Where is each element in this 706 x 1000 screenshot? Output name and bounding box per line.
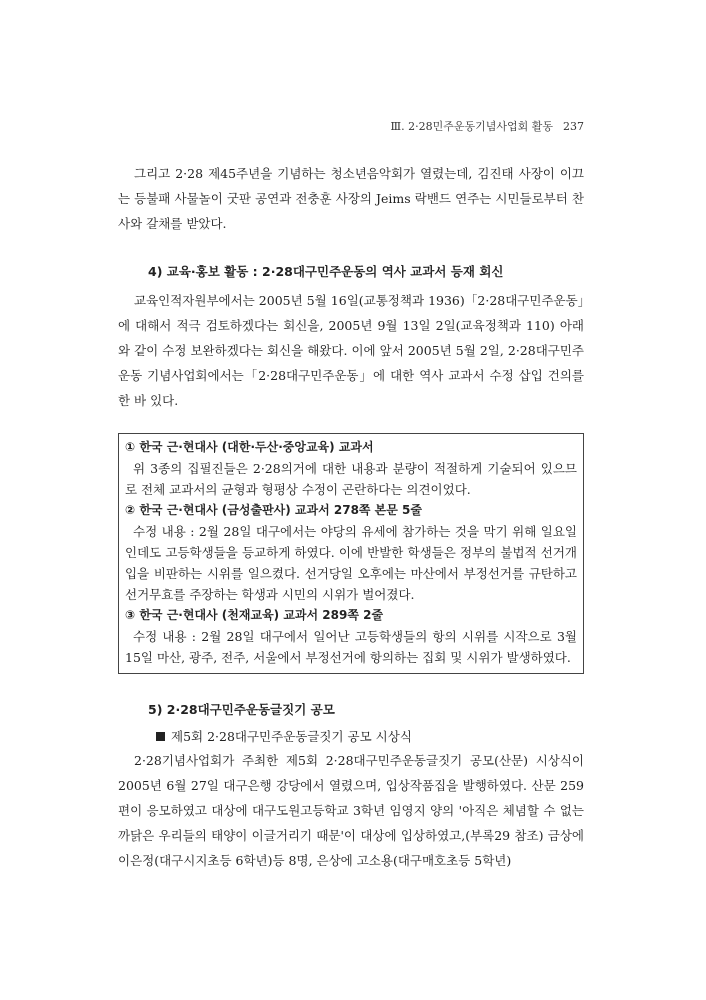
intro-paragraph: 그리고 2·28 제45주년을 기념하는 청소년음악회가 열렸는데, 김진태 사장이 이끄는 등불패 사물놀이 굿판 공연과 전충훈 사장의 Jeims 락밴드 연주는 시민들로부터 찬사와 갈채를 받았다. [118, 166, 584, 231]
box-item-title: ② 한국 근·현대사 (금성출판사) 교과서 278쪽 본문 5줄 [125, 503, 422, 517]
page-number: 237 [563, 120, 584, 133]
box-item-title: ① 한국 근·현대사 (대한·두산·중앙교육) 교과서 [125, 440, 374, 454]
running-title: Ⅲ. 2·28민주운동기념사업회 활동 [390, 120, 553, 133]
ceremony-notice-text: 제5회 2·28대구민주운동글짓기 공모 시상식 [171, 729, 412, 744]
box-item-body: 위 3종의 집필진들은 2·28의거에 대한 내용과 분량이 적절하게 기술되어 있으므로 전체 교과서의 균형과 형평상 수정이 곤란하다는 의견이었다. [125, 461, 577, 497]
ceremony-notice [118, 726, 584, 748]
square-bullet-icon [156, 732, 165, 741]
box-item-body: 수정 내용 : 2월 28일 대구에서 일어난 고등학생들의 항의 시위를 시작으로 3월 15일 마산, 광주, 전주, 서울에서 부정선거에 항의하는 집회 및 시위가 발생하였다. [125, 629, 577, 665]
box-item-title: ③ 한국 근·현대사 (천재교육) 교과서 289쪽 2줄 [125, 608, 384, 622]
textbook-revision-box [118, 433, 584, 674]
section-4-paragraph: 교육인적자원부에서는 2005년 5월 16일(교통정책과 1936)「2·28대구민주운동」에 대해서 적극 검토하겠다는 회신을, 2005년 9월 13일 2일(교육정책과 110) 아래와 같이 수정 보완하겠다는 회신을 해왔다. 이에 앞서 2005년 5월 2일, 2·28대구민주운동 기념사업회에서는「2·28대구민주운동」에 대한 역사 교과서 수정 삽입 건의를 한 바 있다. [118, 293, 584, 408]
section-5-heading: 5) 2·28대구민주운동글짓기 공모 [148, 702, 335, 717]
section-4-heading: 4) 교육·홍보 활동 : 2·28대구민주운동의 역사 교과서 등재 회신 [148, 264, 504, 279]
page-content [118, 161, 584, 873]
running-header [118, 118, 584, 134]
section-5-paragraph: 2·28기념사업회가 주최한 제5회 2·28대구민주운동글짓기 공모(산문) 시상식이 2005년 6월 27일 대구은행 강당에서 열렸으며, 입상작품집을 발행하였다. 산문 259편이 응모하였고 대상에 대구도원고등학교 3학년 임영지 양의 '아직은 체념할 수 없는 까닭은 우리들의 태양이 이글거리기 때문'이 대상에 입상하였고,(부록29 참조) 금상에 이은정(대구시지초등 6학년)등 8명, 은상에 고소용(대구매호초등 5학년) [118, 753, 584, 868]
box-item-body: 수정 내용 : 2월 28일 대구에서는 야당의 유세에 참가하는 것을 막기 위해 일요일인데도 고등학생들을 등교하게 하였다. 이에 반발한 학생들은 정부의 불법적 선거개입을 비판하는 시위를 일으켰다. 선거당일 오후에는 마산에서 부정선거를 규탄하고 선거무효를 주장하는 학생과 시민의 시위가 벌어졌다. [125, 524, 577, 602]
